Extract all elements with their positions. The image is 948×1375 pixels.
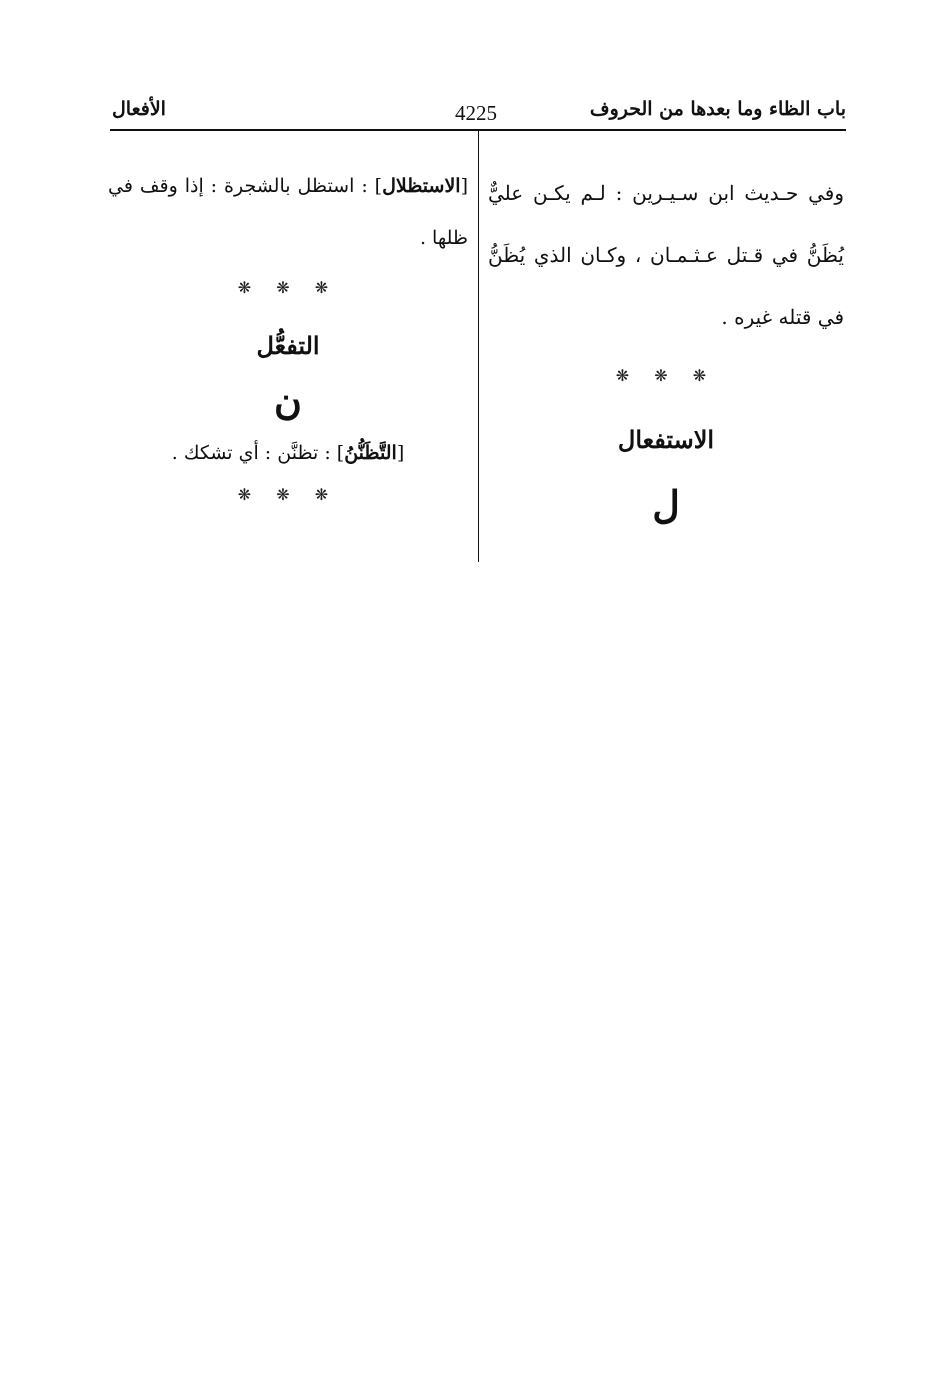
entry-istizlal [108, 160, 468, 264]
letter-heading: ن [274, 378, 302, 423]
entry-tazannun [108, 427, 468, 479]
page-number: 4225 [455, 101, 497, 125]
entry-definition: ] : استظل بالشجرة : إذا وقف في ظلها . [108, 175, 468, 249]
hadith-paragraph: وفي حـديث ابن سـيـرين : لـم يكـن عليٌّ يُظَنُّ في قـتل عـثـمـان ، وكـان الذي يُظَنُّ في قتله غيره . [488, 181, 844, 329]
bracket-open: [ [460, 175, 468, 197]
chapter-title: باب الظاء وما بعدها من الحروف [589, 98, 846, 120]
column-divider [478, 131, 479, 562]
section-separator: ❋ ❋ ❋ [615, 366, 717, 385]
section-title: الأفعال [112, 98, 166, 120]
entry-definition: ] : تظنَّن : أي تشكك . [171, 442, 345, 464]
section-separator: ❋ ❋ ❋ [237, 485, 339, 504]
entry-term: الاستظلال [382, 175, 461, 197]
right-column [488, 162, 844, 527]
page-header [110, 96, 846, 126]
entry-term: التَّظَنُّنُ [344, 442, 397, 464]
left-column [108, 160, 468, 504]
bracket-open: [ [396, 442, 405, 464]
section-heading: التفعُّل [256, 331, 320, 360]
letter-heading: ل [652, 482, 680, 527]
section-heading: الاستفعال [617, 425, 715, 454]
section-separator: ❋ ❋ ❋ [237, 278, 339, 297]
